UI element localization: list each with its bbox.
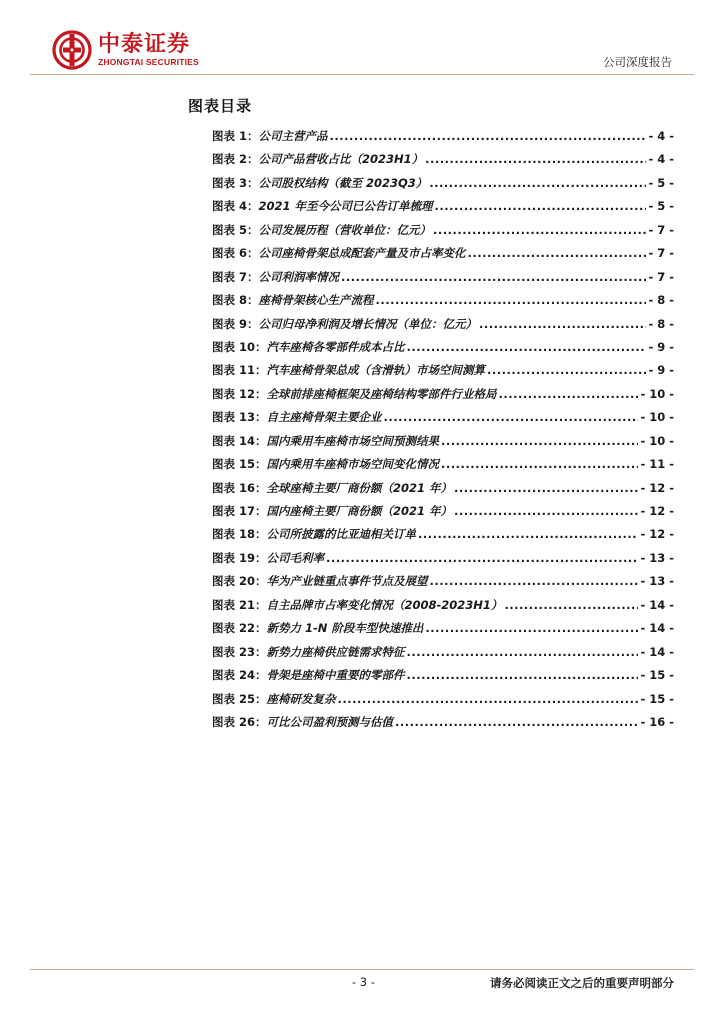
toc-entry-separator: ： xyxy=(255,480,267,495)
toc-entry-separator: ： xyxy=(255,386,267,401)
toc-entry-label: 图表 12 xyxy=(212,386,256,401)
toc-entry-leader-dots xyxy=(407,668,639,682)
toc-entry-label: 图表 11 xyxy=(212,363,256,378)
toc-entry[interactable] xyxy=(212,362,674,385)
toc-entry[interactable] xyxy=(212,222,674,245)
toc-entry[interactable] xyxy=(212,292,674,315)
toc-entry-leader-dots xyxy=(479,317,646,331)
toc-entry[interactable] xyxy=(212,386,674,409)
toc-entry-caption: 座椅骨架核心生产流程 xyxy=(258,293,374,308)
toc-entry-separator: ： xyxy=(255,597,267,612)
toc-entry-label: 图表 18 xyxy=(212,527,256,542)
toc-entry-page: - 15 - xyxy=(640,691,674,706)
logo-chinese-name: 中泰证券 xyxy=(98,31,191,57)
toc-entry-separator: ： xyxy=(255,339,267,354)
toc-entry-caption: 国内乘用车座椅市场空间变化情况 xyxy=(266,457,440,472)
toc-entry-separator: ： xyxy=(255,691,267,706)
toc-entry[interactable] xyxy=(212,644,674,667)
toc-entry-leader-dots xyxy=(499,387,639,401)
toc-entry-page: - 13 - xyxy=(640,574,674,589)
toc-entry-leader-dots xyxy=(454,481,638,495)
company-logo xyxy=(52,28,199,72)
toc-entry-separator: ： xyxy=(255,621,267,636)
toc-entry-label: 图表 6 xyxy=(212,246,248,261)
toc-entry-leader-dots xyxy=(326,551,638,565)
toc-entry-caption: 公司股权结构（截至 2023Q3） xyxy=(258,175,428,190)
toc-entry[interactable] xyxy=(212,573,674,596)
toc-entry-leader-dots xyxy=(376,293,647,307)
toc-entry-leader-dots xyxy=(454,504,638,518)
toc-entry-label: 图表 9 xyxy=(212,316,248,331)
toc-entry-caption: 国内乘用车座椅市场空间预测结果 xyxy=(266,433,440,448)
toc-entry[interactable] xyxy=(212,691,674,714)
toc-entry-label: 图表 3 xyxy=(212,175,248,190)
toc-entry-label: 图表 19 xyxy=(212,550,256,565)
toc-entry-page: - 11 - xyxy=(640,457,674,472)
toc-entry-page: - 9 - xyxy=(648,339,674,354)
toc-entry[interactable] xyxy=(212,151,674,174)
toc-entry[interactable] xyxy=(212,433,674,456)
toc-entry-separator: ： xyxy=(255,504,267,518)
toc-entry-page: - 8 - xyxy=(648,316,674,331)
toc-entry[interactable] xyxy=(212,175,674,198)
toc-entry-caption: 座椅研发复杂 xyxy=(266,691,336,706)
toc-entry-caption: 全球前排座椅框架及座椅结构零部件行业格局 xyxy=(266,386,497,401)
toc-entry-separator: ： xyxy=(247,175,259,190)
toc-entry-caption: 自主品牌市占率变化情况（2008-2023H1） xyxy=(266,597,503,612)
footer-divider xyxy=(30,969,694,970)
toc-entry[interactable] xyxy=(212,198,674,221)
toc-entry-page: - 10 - xyxy=(640,386,674,401)
toc-entry-label: 图表 14 xyxy=(212,433,256,448)
toc-entry[interactable] xyxy=(212,620,674,643)
toc-entry-leader-dots xyxy=(425,152,646,166)
toc-entry-caption: 公司归母净利润及增长情况（单位：亿元） xyxy=(258,316,478,331)
zhongtai-logo-icon xyxy=(52,30,92,70)
toc-entry-separator: ： xyxy=(255,457,267,472)
toc-entry-label: 图表 15 xyxy=(212,457,256,472)
toc-entry-page: - 16 - xyxy=(640,714,674,729)
toc-entry-caption: 公司发展历程（营收单位：亿元） xyxy=(258,222,432,237)
toc-entry[interactable] xyxy=(212,597,674,620)
toc-entry-page: - 7 - xyxy=(648,269,674,284)
toc-entry-leader-dots xyxy=(395,715,638,729)
toc-entry-caption: 公司产品营收占比（2023H1） xyxy=(258,152,424,167)
page-header xyxy=(0,0,724,80)
toc-entry-caption: 自主座椅骨架主要企业 xyxy=(266,410,382,425)
toc-entry-label: 图表 10 xyxy=(212,339,256,354)
toc-entry-leader-dots xyxy=(338,692,639,706)
toc-entry-label: 图表 4 xyxy=(212,199,248,214)
toc-entry[interactable] xyxy=(212,128,674,151)
toc-entry-caption: 国内座椅主要厂商份额（2021 年） xyxy=(266,504,453,518)
toc-entry[interactable] xyxy=(212,456,674,479)
toc-entry[interactable] xyxy=(212,269,674,292)
toc-entry-caption: 汽车座椅骨架总成（含滑轨）市场空间测算 xyxy=(266,363,486,378)
toc-entry[interactable] xyxy=(212,550,674,573)
report-type-label: 公司深度报告 xyxy=(603,55,672,69)
toc-entry-leader-dots xyxy=(425,621,638,635)
toc-entry-caption: 新势力 1-N 阶段车型快速推出 xyxy=(266,621,424,636)
toc-entry-separator: ： xyxy=(247,152,259,167)
toc-entry-caption: 骨架是座椅中重要的零部件 xyxy=(266,668,405,683)
toc-entry-leader-dots xyxy=(407,645,639,659)
toc-entry-separator: ： xyxy=(255,668,267,683)
toc-entry-label: 图表 2 xyxy=(212,152,248,167)
toc-entry[interactable] xyxy=(212,316,674,339)
toc-entry[interactable] xyxy=(212,245,674,268)
toc-entry-label: 图表 1 xyxy=(212,129,248,143)
toc-entry-separator: ： xyxy=(247,222,259,237)
toc-entry-separator: ： xyxy=(247,316,259,331)
toc-entry-label: 图表 13 xyxy=(212,410,256,425)
toc-entry-page: - 5 - xyxy=(648,199,674,214)
toc-entry-separator: ： xyxy=(255,363,267,378)
toc-entry-label: 图表 16 xyxy=(212,480,256,495)
toc-entry-caption: 可比公司盈利预测与估值 xyxy=(266,714,394,729)
toc-entry-page: - 4 - xyxy=(648,129,674,143)
toc-entry[interactable] xyxy=(212,480,674,503)
toc-entry-label: 图表 22 xyxy=(212,621,256,636)
toc-entry[interactable] xyxy=(212,526,674,549)
toc-entry-caption: 公司座椅骨架总成配套产量及市占率变化 xyxy=(258,246,466,261)
toc-entry-separator: ： xyxy=(247,269,259,284)
toc-title: 图表目录 xyxy=(188,97,253,115)
toc-entry-label: 图表 25 xyxy=(212,691,256,706)
toc-entry-caption: 全球座椅主要厂商份额（2021 年） xyxy=(266,480,453,495)
toc-entry-caption: 公司所披露的比亚迪相关订单 xyxy=(266,527,417,542)
toc-entry[interactable] xyxy=(212,667,674,690)
toc-entry-caption: 2021 年至今公司已公告订单梳理 xyxy=(258,199,433,214)
toc-entry-caption: 公司利润率情况 xyxy=(258,269,340,284)
toc-entry-leader-dots xyxy=(330,129,647,143)
toc-entry[interactable] xyxy=(212,503,674,526)
toc-entry-caption: 汽车座椅各零部件成本占比 xyxy=(266,339,405,354)
toc-entry-caption: 公司主营产品 xyxy=(258,129,328,143)
toc-entry-separator: ： xyxy=(247,199,259,214)
toc-entry-separator: ： xyxy=(247,246,259,261)
toc-entry-leader-dots xyxy=(407,340,647,354)
toc-entry-leader-dots xyxy=(430,574,639,588)
toc-entry-leader-dots xyxy=(487,363,646,377)
toc-entry[interactable] xyxy=(212,409,674,432)
toc-entry-label: 图表 26 xyxy=(212,714,256,729)
toc-entry-page: - 9 - xyxy=(648,363,674,378)
toc-entry-label: 图表 20 xyxy=(212,574,256,589)
toc-entry-leader-dots xyxy=(433,223,646,237)
toc-entry-leader-dots xyxy=(429,176,646,190)
toc-entry-caption: 公司毛利率 xyxy=(266,550,325,565)
toc-entry-leader-dots xyxy=(418,527,638,541)
toc-entry-label: 图表 5 xyxy=(212,222,248,237)
toc-entry-leader-dots xyxy=(341,270,646,284)
toc-entry-leader-dots xyxy=(468,246,647,260)
toc-entry-leader-dots xyxy=(441,434,638,448)
toc-entry-caption: 新势力座椅供应链需求特征 xyxy=(266,644,405,659)
toc-entry-page: - 7 - xyxy=(648,222,674,237)
toc-entry-separator: ： xyxy=(255,574,267,589)
toc-entry-page: - 12 - xyxy=(640,527,674,542)
toc-entry-page: - 14 - xyxy=(640,621,674,636)
toc-entry-leader-dots xyxy=(441,457,638,471)
toc-entry-separator: ： xyxy=(255,644,267,659)
toc-entry-page: - 15 - xyxy=(640,668,674,683)
toc-entry-separator: ： xyxy=(255,550,267,565)
toc-entry-page: - 13 - xyxy=(640,550,674,565)
toc-entry[interactable] xyxy=(212,714,674,737)
toc-entry-label: 图表 23 xyxy=(212,644,256,659)
logo-english-name: ZHONGTAI SECURITIES xyxy=(98,56,199,67)
toc-entry-leader-dots xyxy=(504,598,638,612)
toc-entry-separator: ： xyxy=(255,433,267,448)
toc-entry-label: 图表 7 xyxy=(212,269,248,284)
toc-entry-page: - 14 - xyxy=(640,644,674,659)
toc-entry-label: 图表 21 xyxy=(212,597,256,612)
toc-entry-separator: ： xyxy=(247,129,259,143)
toc-entry-leader-dots xyxy=(435,199,647,213)
toc-entry-page: - 5 - xyxy=(648,175,674,190)
toc-entry-page: - 4 - xyxy=(648,152,674,167)
toc-entry-separator: ： xyxy=(247,293,259,308)
toc-entry-leader-dots xyxy=(384,410,639,424)
toc-entry-page: - 14 - xyxy=(640,597,674,612)
toc-entry-page: - 10 - xyxy=(640,433,674,448)
toc-entry-label: 图表 8 xyxy=(212,293,248,308)
toc-entry-separator: ： xyxy=(255,410,267,425)
page-number: - 3 - xyxy=(352,975,375,989)
toc-entry-caption: 华为产业链重点事件节点及展望 xyxy=(266,574,428,589)
header-divider xyxy=(30,74,694,75)
toc-entry-page: - 8 - xyxy=(648,293,674,308)
toc-entry-page: - 7 - xyxy=(648,246,674,261)
toc-entry-page: - 12 - xyxy=(640,504,674,518)
toc-entry[interactable] xyxy=(212,339,674,362)
toc-entry-label: 图表 17 xyxy=(212,504,256,518)
toc-list xyxy=(212,128,674,737)
footer-disclaimer: 请务必阅读正文之后的重要声明部分 xyxy=(490,976,674,990)
toc-entry-label: 图表 24 xyxy=(212,668,256,683)
toc-entry-page: - 12 - xyxy=(640,480,674,495)
toc-entry-page: - 10 - xyxy=(640,410,674,425)
toc-entry-separator: ： xyxy=(255,714,267,729)
toc-entry-separator: ： xyxy=(255,527,267,542)
